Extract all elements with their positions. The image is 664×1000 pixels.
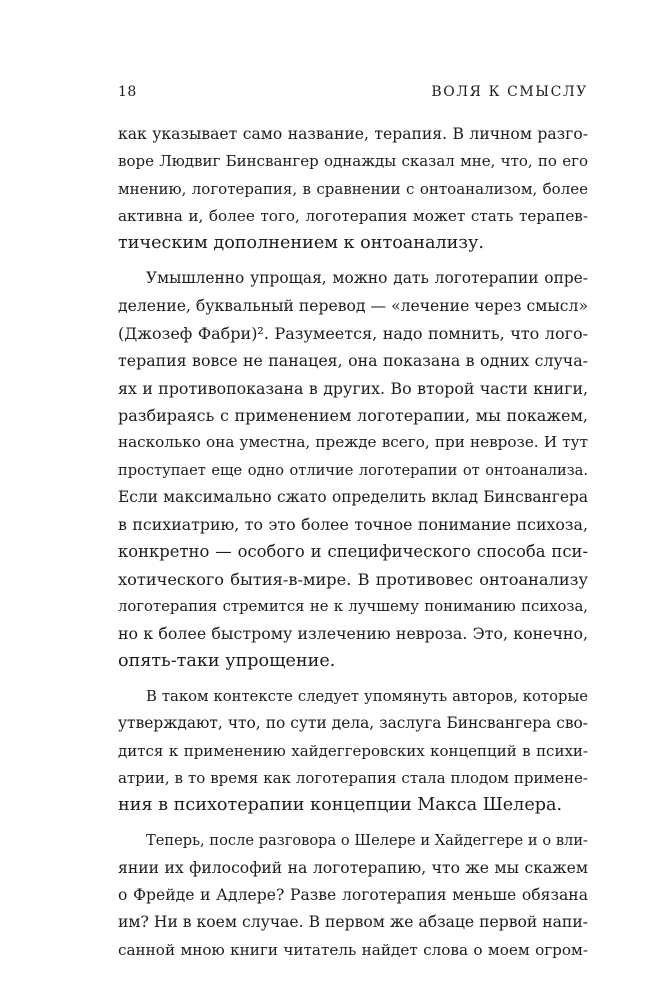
text-line: (Джозеф Фабри)². Разумеется, надо помнить, что лого- [118,324,588,344]
text-line: но к более быстрому излечению невроза. Это, конечно, [118,624,588,644]
text-line: ях и противопоказана в других. Во второй части книги, [118,378,588,398]
text-line: активна и, более того, логотерапия может стать терапев- [118,206,588,225]
text-line: Если максимально сжато определить вклад Бинсвангера [118,487,588,506]
text-line: ния в психотерапии концепции Макса Шелера. [118,795,563,816]
text-line: Умышленно упрощая, можно дать логотерапии опре- [146,269,588,288]
text-line: логотерапия стремится не к лучшему пониманию психоза, [118,598,588,616]
text-line: деление, буквальный перевод — «лечение через смысл» [118,296,588,315]
body-text [118,121,588,972]
text-line: конкретно — особого и специфического способа пси- [118,542,588,562]
text-line: хотического бытия-в-мире. В противовес онтоанализу [118,569,588,589]
text-line: дится к применению хайдеггеровских концепций в психи- [118,741,588,760]
text-line: им? Ни в коем случае. В первом же абзаце первой напи- [118,913,588,932]
text-line: о Фрейде и Адлере? Разве логотерапия меньше обязана [118,886,588,905]
text-line: опять-таки упрощение. [118,650,336,671]
text-line: утверждают, что, по сути дела, заслуга Бинсвангера сво- [118,714,588,733]
text-line: разбираясь с применением логотерапии, мы покажем, [118,405,588,425]
text-line: санной мною книги читатель найдет слова о моем огром- [118,940,588,959]
paragraph-2 [118,265,588,674]
text-line: тическим дополнением к онтоанализу. [118,233,484,254]
text-line: в психиатрию, то это более точное понимание психоза, [118,515,588,535]
text-line: янии их философий на логотерапию, что же мы скажем [118,858,588,877]
text-line: атрии, в то время как логотерапия стала плодом примене- [118,768,588,787]
text-line: насколько она уместна, прежде всего, при неврозе. И тут [118,433,588,452]
text-line: мнению, логотерапия, в сравнении с онтоанализом, более [118,179,588,198]
paragraph-3 [118,683,588,819]
text-line: В таком контексте следует упомянуть авторов, которые [146,687,588,705]
text-line: воре Людвиг Бинсвангер однажды сказал мне, что, по его [118,152,588,171]
paragraph-4 [118,827,588,963]
page-number: 18 [118,84,137,100]
text-line: терапия вовсе не панацея, она показана в одних случа- [118,351,588,371]
page-header [118,84,588,104]
running-title: ВОЛЯ К СМЫСЛУ [431,84,588,100]
paragraph-1 [118,121,588,257]
text-line: Теперь, после разговора о Шелере и Хайдеггере и о вли- [146,832,588,850]
text-line: проступает еще одно отличие логотерапии от онтоанализа. [118,461,588,479]
text-line: как указывает само название, терапия. В личном разго- [118,125,588,143]
